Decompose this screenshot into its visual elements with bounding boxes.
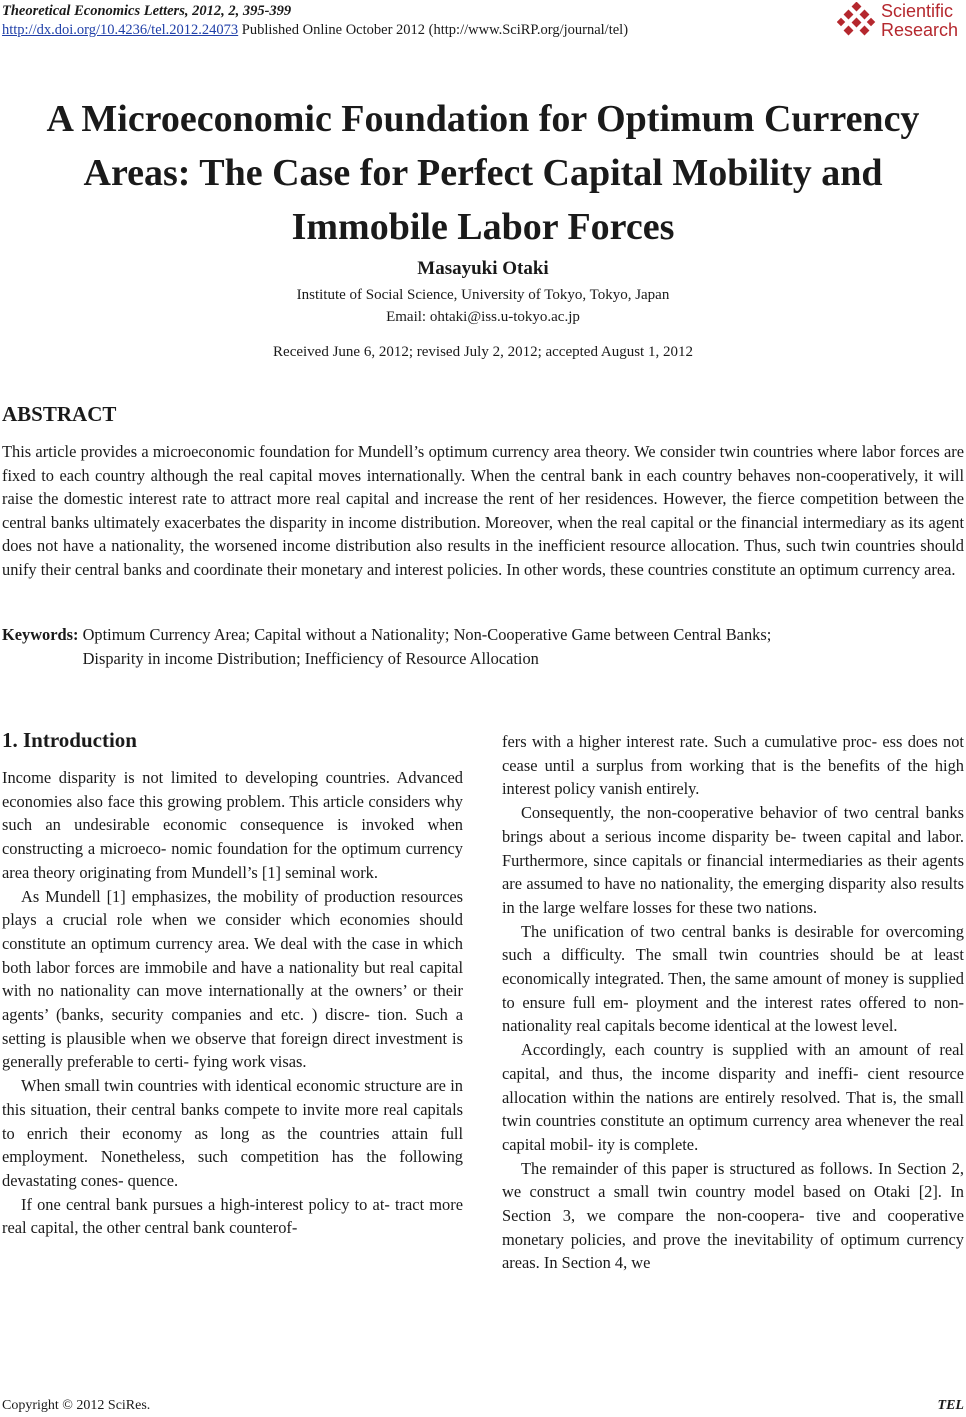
publisher-logo [837, 2, 958, 40]
abstract-text: This article provides a microeconomic foundation for Mundell’s optimum currency area theory. We consider twin countries where labor forces are fixed to each country although the real capital moves internationally. When the central bank in each country behaves non-cooperatively, it will raise the domestic interest rate to attract more real capital and increase the rent of her residences. However, the fierce competition between the central banks ultimately exacerbates the disparity in income distribution. Moreover, when the real capital or the financial intermediary as its agent does not have a nationality, the worsened income distribution also results in the inefficient resource allocation. Thus, such twin countries should unify their central banks and coordinate their monetary and interest policies. In other words, these countries constitute an optimum currency area. [2, 442, 964, 579]
section-number: 1. [2, 728, 18, 752]
keywords-values [83, 623, 933, 670]
journal-abbrev: TEL [937, 1398, 964, 1413]
published-info: Published Online October 2012 (http://www.SciRP.org/journal/tel) [238, 22, 629, 38]
keywords-label: Keywords: [2, 625, 79, 644]
doi-line [2, 21, 628, 40]
author-info [0, 284, 966, 328]
paragraph: When small twin countries with identical economic structure are in this situation, their central banks compete to invite more real capitals to enrich their economy as long as the countries attain full employment. Nonetheless, such competition has the following devastating cones- quence. [2, 1076, 463, 1190]
logo-text [881, 2, 958, 40]
received-dates: Received June 6, 2012; revised July 2, 2012; accepted August 1, 2012 [273, 344, 693, 360]
doi-link[interactable]: http://dx.doi.org/10.4236/tel.2012.24073 [2, 22, 239, 38]
abstract-heading: ABSTRACT [2, 402, 117, 426]
title-line2: Areas: The Case for Perfect Capital Mobility and [83, 152, 883, 194]
logo-line2: Research [880, 20, 958, 40]
left-column [2, 766, 463, 1240]
journal-citation [2, 2, 628, 21]
affiliation: Institute of Social Science, University of Tokyo, Tokyo, Japan [296, 287, 670, 303]
section-title: Introduction [23, 728, 137, 752]
paragraph: Income disparity is not limited to developing countries. Advanced economies also face this growing problem. This article considers why such an undesirable economic consequence is invoked when constructing a microeco- nomic foundation for the optimum currency area theory originating from Mundell’s [1] seminal work. [2, 768, 463, 882]
journal-name: Theoretical Economics Letters [2, 3, 185, 19]
section-heading [2, 728, 137, 753]
title-line1: A Microeconomic Foundation for Optimum Currency [46, 98, 920, 140]
page-footer [2, 1398, 964, 1414]
email: Email: ohtaki@iss.u-tokyo.ac.jp [386, 309, 580, 325]
right-column [502, 730, 964, 1275]
paper-title [0, 92, 966, 254]
keywords [2, 623, 964, 670]
paragraph: As Mundell [1] emphasizes, the mobility of production resources plays a crucial role when we consider which economies should constitute an optimum currency area. We deal with the case in which both labor forces are immobile and have a nationality but real capital with no nationality can move internationally at the owners’ or their agents’ (banks, security companies and etc. ) discre- tion. Such a setting is plausible when we observe that foreign direct investment is generally preferable to certi- fying work visas. [2, 886, 463, 1072]
logo-line1: Scientific [880, 1, 953, 21]
paragraph: If one central bank pursues a high-interest policy to at- tract more real capital, the other central bank counterof- [2, 1194, 463, 1238]
volume-pages: , 2012, 2, 395-399 [184, 3, 292, 19]
scirp-logo-icon [837, 2, 877, 40]
paragraph: The remainder of this paper is structured as follows. In Section 2, we construct a small twin country model based on Otaki [2]. In Section 3, we compare the non-coopera- tive and cooperative monetary policies, and prove the inevitability of optimum currency areas. In Section 4, we [502, 1158, 964, 1273]
copyright: Copyright © 2012 SciRes. [2, 1398, 151, 1413]
paragraph: Consequently, the non-cooperative behavior of two central banks brings about a serious income disparity be- tween capital and labor. Furthermore, since capitals or financial intermediaries as their agents are assumed to have no nationality, the emerging disparity also results in the large welfare losses for these two nations. [502, 803, 964, 917]
running-header [2, 2, 628, 40]
keywords-line2: Disparity in income Distribution; Inefficiency of Resource Allocation [82, 648, 539, 668]
paragraph: fers with a higher interest rate. Such a cumulative proc- ess does not cease until a surplus from working that is the benefits of the high interest policy vanish entirely. [502, 732, 964, 799]
keywords-line1: Optimum Currency Area; Capital without a Nationality; Non-Cooperative Game between Central Banks; [82, 625, 772, 644]
author-name: Masayuki Otaki [417, 258, 549, 279]
paragraph: Accordingly, each country is supplied with an amount of real capital, and thus, the income disparity and ineffi- cient resource allocation within the nations are entirely resolved. That is, the small twin countries constitute an optimum currency area whenever the real capital mobil- ity is complete. [502, 1040, 964, 1154]
paragraph: The unification of two central banks is desirable for overcoming such a difficulty. The small twin countries should be at least economically integrated. Then, the same amount of money is supplied to ensure full em- ployment and the interest rates offered to non-nationality real capitals become identical at the lowest level. [502, 921, 964, 1036]
title-line3: Immobile Labor Forces [291, 206, 675, 248]
